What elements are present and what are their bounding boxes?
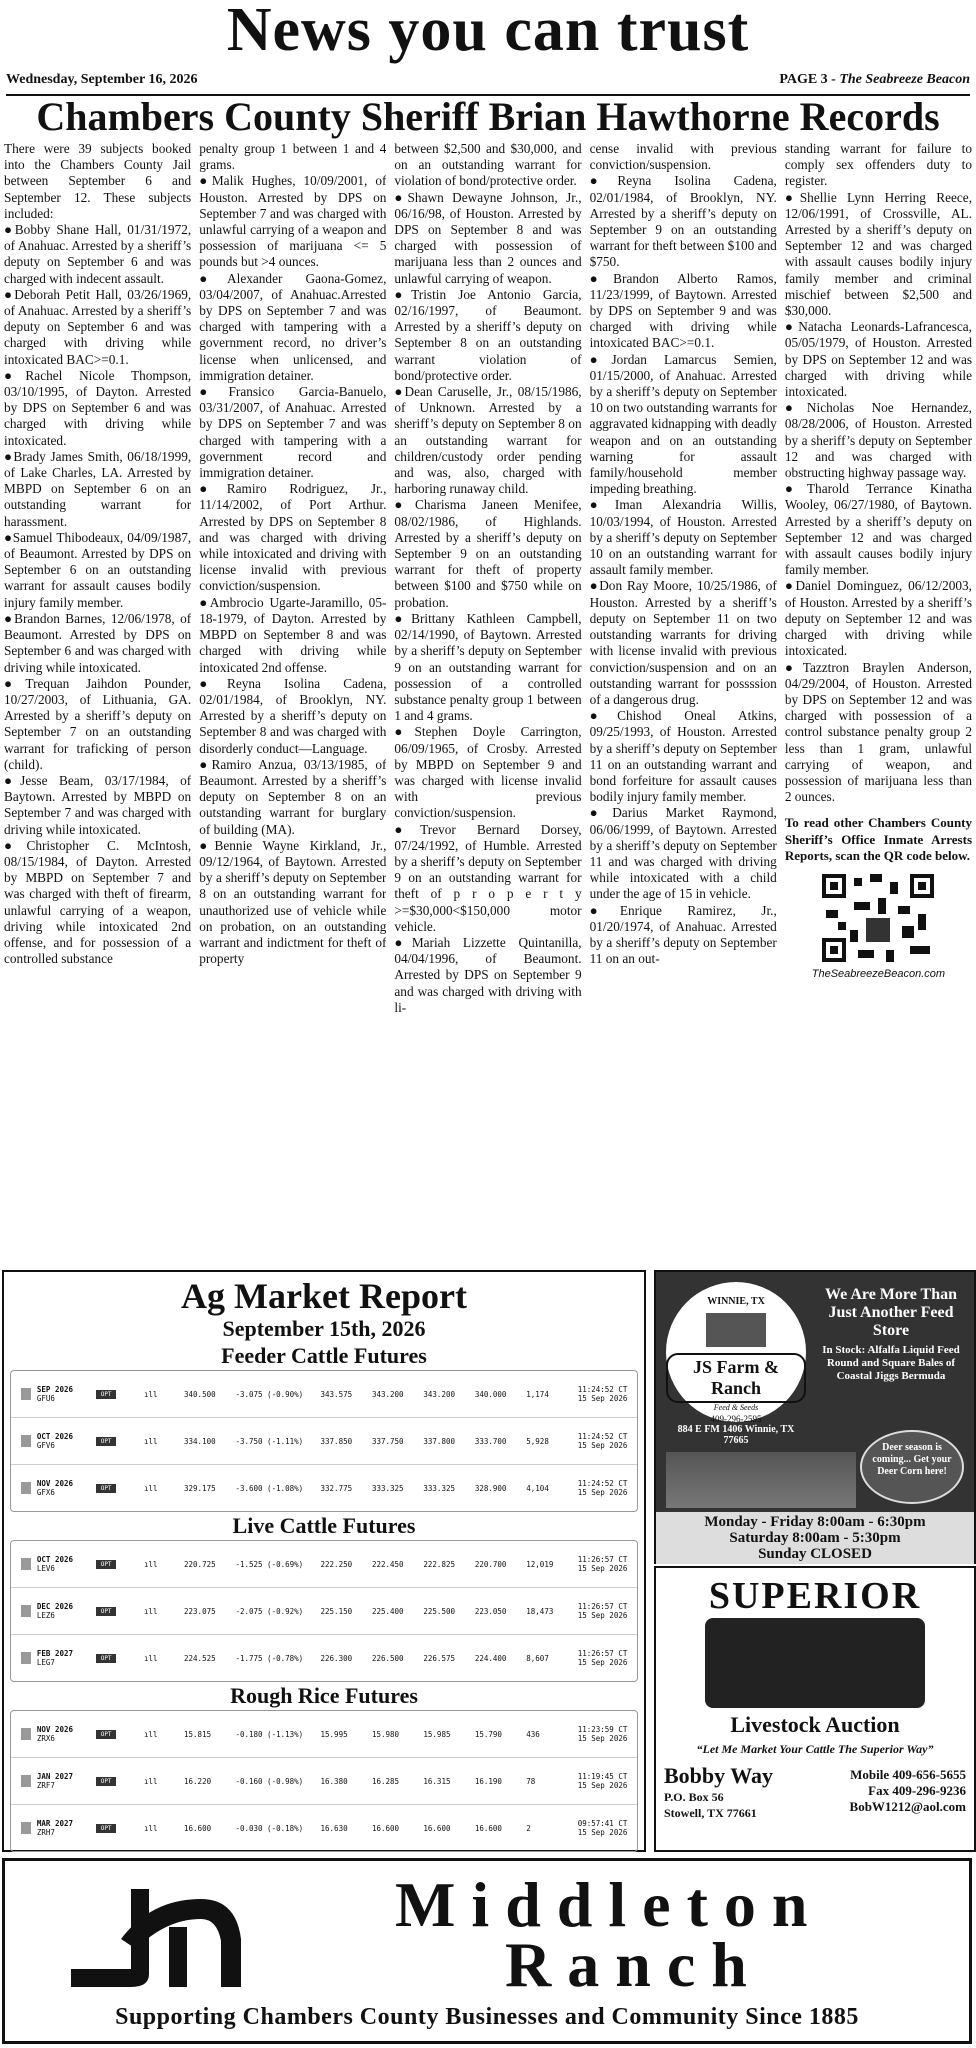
js-headline: We Are More Than Just Another Feed Store (825, 1286, 957, 1339)
futures-section-title: Live Cattle Futures (232, 1513, 416, 1538)
high-price: 16.285 (371, 1776, 400, 1786)
ag-market-report (2, 1270, 646, 1852)
price-change: -3.750 (-1.11%) (235, 1436, 304, 1446)
deer-photo (666, 1452, 856, 1508)
js-headline-block (816, 1286, 966, 1383)
options-button[interactable]: OPT (96, 1390, 116, 1399)
contract-icon (21, 1652, 31, 1664)
volume: 8,607 (526, 1653, 549, 1663)
issue-date: Wednesday, September 16, 2026 (6, 72, 198, 87)
jh-brand-logo (61, 1879, 251, 1989)
contract-icon (21, 1435, 31, 1447)
arrest-entry: standing warrant for failure to comply sex offenders duty to register. (784, 141, 973, 189)
arrest-entry: ●Stephen Doyle Carrington, 06/09/1965, of Crosby. Arrested by MBPD on September 9 and was charged with license invalid with previous conviction/suspension. (394, 724, 582, 821)
open-price: 16.630 (320, 1823, 348, 1833)
arrest-entry: ●Brandon Barnes, 12/06/1978, of Beaumont. Arrested by DPS on September 6 and was charged with driving while intoxicated. (4, 610, 192, 675)
contact-name: Bobby Way (664, 1763, 774, 1788)
contract-icon (21, 1822, 31, 1834)
superior-livestock-ad[interactable] (654, 1566, 976, 1852)
options-button[interactable]: OPT (96, 1484, 116, 1493)
arrest-entry: There were 39 subjects booked into the Chambers County Jail between September 6 and September 12. These subjects included: (4, 141, 192, 221)
price-change: -1.775 (-0.78%) (235, 1653, 304, 1663)
contract-name: JAN 2027 ZRF7 (36, 1772, 74, 1790)
arrest-entry: ●Trevor Bernard Dorsey, 07/24/1992, of Humble. Arrested by a sheriff’s deputy on September 9 on an outstanding warrant for theft of p r o p e r t y >=$30,000<$150,000 motor vehicle. (394, 821, 582, 934)
chart-icon[interactable]: ıll (144, 1389, 158, 1399)
high-price: 343.200 (371, 1389, 404, 1399)
price-change: -2.075 (-0.92%) (235, 1606, 304, 1616)
hours-weekday: Monday - Friday 8:00am - 6:30pm (704, 1514, 926, 1530)
column-4 (590, 141, 777, 1267)
arrest-entry: ●Samuel Thibodeaux, 04/09/1987, of Beaumont. Arrested by DPS on September 6 on an outstanding warrant for assault causes bodily injury family member. (4, 529, 192, 610)
price-change: -0.180 (-1.13%) (235, 1729, 304, 1739)
high-price: 226.500 (371, 1653, 404, 1663)
futures-section-title: Feeder Cattle Futures (221, 1343, 427, 1368)
chart-icon[interactable]: ıll (144, 1559, 158, 1569)
contract-icon (21, 1775, 31, 1787)
futures-section-title: Rough Rice Futures (230, 1683, 418, 1708)
js-tagline: Feed & Seeds (713, 1403, 759, 1412)
arrest-entry: ●Trequan Jaihdon Pounder, 10/27/2003, of Lithuania, GA. Arrested by a sheriff’s deputy on September 7 on an outstanding warrant for traficking of person (child). (4, 675, 192, 772)
open-price: 225.150 (320, 1606, 353, 1616)
table-row (11, 1371, 637, 1418)
table-row (11, 1418, 637, 1465)
contract-icon (21, 1558, 31, 1570)
ag-date: September 15th, 2026 (222, 1316, 426, 1341)
arrest-entry: ●Enrique Ramirez, Jr., 01/20/1974, of Anahuac. Arrested by a sheriff’s deputy on September 11 on an out- (589, 902, 777, 967)
table-row (11, 1635, 637, 1681)
arrest-entry: ●Bennie Wayne Kirkland, Jr., 09/12/1964, of Baytown. Arrested by a sheriff’s deputy on September 8 on an outstanding warrant for unauthorized use of vehicle while on probation, on an outstanding warrant and indictment for theft of property (199, 837, 387, 967)
arrest-entry: between $2,500 and $30,000, and on an outstanding warrant for violation of bond/protective order. (394, 141, 582, 189)
volume: 4,104 (526, 1483, 549, 1493)
options-button[interactable]: OPT (96, 1777, 116, 1786)
arrest-entry: ●Mariah Lizzette Quintanilla, 04/04/1996, of Beaumont. Arrested by DPS on September 9 and was charged with driving with li- (394, 934, 582, 1015)
arrest-entry: ●Ramiro Rodriguez, Jr., 11/14/2002, of Port Arthur. Arrested by DPS on September 8 and was charged with driving while intoxicated and driving with license invalid with previous conviction/suspension. (199, 481, 387, 594)
low-price: 226.575 (423, 1653, 455, 1663)
chart-icon[interactable]: ıll (144, 1483, 158, 1493)
options-button[interactable]: OPT (96, 1654, 116, 1663)
low-price: 333.325 (423, 1483, 455, 1493)
options-button[interactable]: OPT (96, 1730, 116, 1739)
contract-name: SEP 2026 GFU6 (36, 1385, 74, 1403)
contract-icon (21, 1482, 31, 1494)
masthead (0, 0, 976, 64)
low-price: 16.600 (423, 1823, 451, 1833)
superior-title: SUPERIOR (708, 1575, 922, 1617)
high-price: 337.750 (371, 1436, 404, 1446)
timestamp: 11:23:59 CT 15 Sep 2026 (577, 1725, 628, 1743)
volume: 1,174 (526, 1389, 549, 1399)
arrest-entry: ●Nicholas Noe Hernandez, 08/28/2006, of Houston. Arrested by a sheriff’s deputy on September 12 and was charged with obstructing highway passage way. (784, 400, 973, 481)
arrest-entry: ●Malik Hughes, 10/09/2001, of Houston. Arrested by DPS on September 7 and was charged with unlawful carrying of a weapon and possession of marijuana <= 5 pounds but >4 ounces. (199, 173, 387, 270)
high-price: 16.600 (371, 1823, 400, 1833)
settle-price: 16.600 (474, 1823, 502, 1833)
arrest-entry: ●Bobby Shane Hall, 01/31/1972, of Anahuac. Arrested by a sheriff’s deputy on September 6 and was charged with indecent assault. (4, 222, 192, 286)
high-price: 333.325 (371, 1483, 404, 1493)
column-3 (394, 141, 581, 1267)
settle-price: 15.790 (474, 1729, 502, 1739)
arrest-entry: ●Ambrocio Ugarte-Jaramillo, 05-18-1979, of Dayton. Arrested by MBPD on September 8 and was charged with driving while intoxicated 2nd offense. (199, 594, 387, 675)
futures-table (10, 1710, 638, 1852)
arrest-entry: ●Daniel Dominguez, 06/12/2003, of Houston. Arrested by a sheriff’s deputy on September 12 and was charged with driving while intoxicated. (784, 578, 973, 659)
timestamp: 11:24:52 CT 15 Sep 2026 (577, 1385, 628, 1403)
price-change: -0.160 (-0.98%) (235, 1776, 304, 1786)
contract-name: NOV 2026 GFX6 (36, 1479, 74, 1497)
open-price: 337.850 (320, 1436, 353, 1446)
email-link[interactable]: BobW1212@aol.com (849, 1799, 966, 1814)
chart-icon[interactable]: ıll (144, 1776, 158, 1786)
low-price: 337.800 (423, 1436, 455, 1446)
js-address: 884 E FM 1406 Winnie, TX 77665 (677, 1424, 795, 1446)
options-button[interactable]: OPT (96, 1607, 116, 1616)
timestamp: 11:26:57 CT 15 Sep 2026 (577, 1602, 628, 1620)
hours-saturday: Saturday 8:00am - 5:30pm (729, 1530, 901, 1546)
last-price: 16.220 (184, 1776, 212, 1786)
js-farm-ranch-ad[interactable] (654, 1270, 976, 1564)
table-row (11, 1758, 637, 1805)
settle-price: 328.900 (474, 1483, 507, 1493)
middleton-ranch-ad[interactable] (2, 1858, 972, 2044)
qr-prompt: To read other Chambers County Sheriff’s Office Inmate Arrests Reports, scan the QR code below. (784, 815, 973, 863)
open-price: 343.575 (320, 1389, 353, 1399)
qr-code[interactable] (818, 870, 938, 966)
low-price: 222.825 (423, 1559, 455, 1569)
price-change: -0.030 (-0.18%) (235, 1823, 304, 1833)
arrest-entry: ●Tharold Terrance Kinatha Wooley, 06/27/1980, of Baytown. Arrested by a sheriff’s deputy on September 12 and was charged with assault causes bodily injury family member. (784, 481, 973, 578)
js-phone: 409-296-2595 (710, 1414, 762, 1424)
open-price: 15.995 (320, 1729, 348, 1739)
arrest-entry: ●Iman Alexandria Willis, 10/03/1994, of Houston. Arrested by a sheriff’s deputy on September 10 on an outstanding warrant for assault family member. (589, 497, 777, 578)
settle-price: 223.050 (474, 1606, 507, 1616)
arrest-entry: ●Natacha Leonards-Lafrancesca, 05/05/1979, of Houston. Arrested by DPS on September 12 and was charged with driving while intoxicated. (784, 319, 973, 400)
column-1 (4, 141, 191, 1267)
js-farm-logo (666, 1282, 806, 1422)
ranch-name-line-1: Middleton (395, 1869, 824, 1940)
futures-table (10, 1370, 638, 1512)
settle-price: 340.000 (474, 1389, 507, 1399)
settle-price: 333.700 (474, 1436, 507, 1446)
mobile-number[interactable]: Mobile 409-656-5655 (850, 1767, 966, 1782)
superior-slogan: “Let Me Market Your Cattle The Superior Way” (696, 1742, 934, 1756)
low-price: 16.315 (423, 1776, 451, 1786)
last-price: 224.525 (184, 1653, 216, 1663)
masthead-title: News you can trust (226, 0, 750, 64)
arrest-entry: ●Fransico Garcia-Banuelo, 03/31/2007, of Anahuac. Arrested by DPS on September 7 and was charged with tampering with a government record and immigration detainer. (199, 384, 387, 481)
qr-caption: TheSeabreezeBeacon.com (811, 967, 946, 980)
hours-sunday: Sunday CLOSED (758, 1546, 872, 1562)
arrest-entry: ●Alexander Gaona-Gomez, 03/04/2007, of Anahuac.Arrested by DPS on September 7 and was charged with tampering with a government record, no driver’s license when unlicensed, and immigration detainer. (199, 270, 387, 383)
chart-icon[interactable]: ıll (144, 1729, 158, 1739)
futures-table (10, 1540, 638, 1682)
barn-icon (706, 1313, 766, 1347)
chart-icon[interactable]: ıll (144, 1436, 158, 1446)
arrest-entry: ●Ramiro Anzua, 03/13/1985, of Beaumont. Arrested by a sheriff’s deputy on September 8 on an outstanding warrant for burglary of building (MA). (199, 756, 387, 837)
column-5 (785, 141, 972, 1267)
ag-title: Ag Market Report (181, 1276, 467, 1316)
js-hours (656, 1512, 974, 1564)
table-row (11, 1465, 637, 1511)
contract-name: OCT 2026 GFV6 (36, 1432, 74, 1450)
timestamp: 11:19:45 CT 15 Sep 2026 (577, 1772, 628, 1790)
arrest-entry: ●Dean Caruselle, Jr., 08/15/1986, of Unknown. Arrested by a sheriff’s deputy on September 8 on an outstanding warrant for children/custody order pending and was, also, charged with harboring runaway child. (394, 384, 582, 497)
fax-number: Fax 409-296-9236 (868, 1783, 966, 1798)
open-price: 16.380 (320, 1776, 348, 1786)
contract-name: MAR 2027 ZRH7 (36, 1819, 74, 1837)
volume: 12,019 (526, 1559, 554, 1569)
timestamp: 11:26:57 CT 15 Sep 2026 (577, 1649, 628, 1667)
price-change: -1.525 (-0.69%) (235, 1559, 304, 1569)
timestamp: 11:24:52 CT 15 Sep 2026 (577, 1479, 628, 1497)
timestamp: 11:26:57 CT 15 Sep 2026 (577, 1555, 628, 1573)
table-row (11, 1588, 637, 1635)
arrest-entry: penalty group 1 between 1 and 4 grams. (199, 141, 387, 173)
volume: 2 (526, 1823, 531, 1833)
last-price: 334.100 (184, 1436, 216, 1446)
cowboys-icon (705, 1618, 925, 1708)
price-change: -3.600 (-1.08%) (235, 1483, 304, 1493)
last-price: 16.600 (184, 1823, 212, 1833)
arrest-entry: ●Shellie Lynn Herring Reece, 12/06/1991, of Crossville, AL. Arrested by a sheriff’s deputy on September 12 and was charged with assault causes bodily injury family member and criminal mischief between $2,500 and $30,000. (784, 189, 973, 319)
deer-season-badge: Deer season is coming... Get your Deer Corn here! (860, 1430, 964, 1504)
arrest-entry: ●Chishod Oneal Atkins, 09/25/1993, of Houston. Arrested by a sheriff’s deputy on September 11 on an outstanding warrant and bond forfeiture for assault causes bodily injury family member. (589, 708, 777, 805)
arrest-entry: ●Brady James Smith, 06/18/1999, of Lake Charles, LA. Arrested by MBPD on September 6 on an outstanding warrant for harassment. (4, 448, 192, 529)
arrest-entry: ●Jordan Lamarcus Semien, 01/15/2000, of Anahuac. Arrested by a sheriff’s deputy on September 10 on two outstanding warrants for aggravated kidnapping with deadly weapon and on an outstanding warning for assault family/household member impeding breathing. (589, 351, 777, 497)
settle-price: 224.400 (474, 1653, 507, 1663)
arrest-entry: ●Reyna Isolina Cadena, 02/01/1984, of Brooklyn, NY. Arrested by a sheriff’s deputy on September 8 and was charged with disorderly conduct—Language. (199, 675, 387, 756)
chart-icon[interactable]: ıll (144, 1823, 158, 1833)
arrest-entry: ●Tristin Joe Antonio Garcia, 02/16/1997, of Beaumont. Arrested by a sheriff’s deputy on September 8 on an outstanding warrant violation of bond/protective order. (394, 286, 582, 383)
article-headline: Chambers County Sheriff Brian Hawthorne Records (36, 94, 940, 139)
price-change: -3.075 (-0.90%) (235, 1389, 304, 1399)
ranch-tagline: Supporting Chambers County Businesses and Community Since 1885 (115, 2004, 859, 2030)
arrest-entry: ●Charisma Janeen Menifee, 08/02/1986, of Highlands. Arrested by a sheriff’s deputy on September 9 on an outstanding warrant for theft of property between $100 and $750 while on probation. (394, 497, 582, 610)
ranch-name-line-2: Ranch (505, 1929, 763, 2000)
high-price: 225.400 (371, 1606, 404, 1616)
last-price: 15.815 (184, 1729, 212, 1739)
chart-icon[interactable]: ıll (144, 1606, 158, 1616)
open-price: 222.250 (320, 1559, 353, 1569)
contract-name: OCT 2026 LEV6 (36, 1555, 74, 1573)
last-price: 220.725 (184, 1559, 216, 1569)
table-row (11, 1541, 637, 1588)
options-button[interactable]: OPT (96, 1560, 116, 1569)
settle-price: 220.700 (474, 1559, 507, 1569)
volume: 78 (526, 1776, 536, 1786)
low-price: 225.500 (423, 1606, 455, 1616)
chart-icon[interactable]: ıll (144, 1653, 158, 1663)
column-2 (199, 141, 386, 1267)
arrest-entry: ●Jesse Beam, 03/17/1984, of Baytown. Arrested by MBPD on September 7 and was charged with driving while intoxicated. (4, 772, 192, 837)
timestamp: 09:57:41 CT 15 Sep 2026 (577, 1819, 628, 1837)
article-columns (4, 141, 972, 1267)
options-button[interactable]: OPT (96, 1437, 116, 1446)
po-box: P.O. Box 56 (664, 1790, 724, 1804)
arrest-entry: ●Christopher C. McIntosh, 08/15/1984, of Dayton. Arrested by MBPD on September 7 and was charged with theft of firearm, unlawful carrying of a weapon, driving while intoxicated 2nd offense, and for possession of a controlled substance (4, 837, 192, 967)
last-price: 329.175 (184, 1483, 216, 1493)
arrest-entry: ●Don Ray Moore, 10/25/1986, of Houston. Arrested by a sheriff’s deputy on September 11 on two outstanding warrants for driving with license invalid with previous conviction/suspension and on an outstanding warrant for possssion of a dangerous drug. (589, 578, 777, 707)
low-price: 343.200 (423, 1389, 455, 1399)
open-price: 332.775 (320, 1483, 353, 1493)
high-price: 222.450 (371, 1559, 404, 1569)
arrest-entry: ●Brittany Kathleen Campbell, 02/14/1990, of Baytown. Arrested by a sheriff’s deputy on September 9 on an outstanding warrant for possession of a controlled substance penalty group 1 between 1 and 4 grams. (394, 610, 582, 724)
superior-subtitle: Livestock Auction (730, 1712, 900, 1737)
arrest-entry: ●Reyna Isolina Cadena, 02/01/1984, of Brooklyn, NY. Arrested by a sheriff’s deputy on September 9 on an outstanding warrant for theft between $100 and $750. (589, 173, 777, 270)
page-label: PAGE 3 - The Seabreeze Beacon (779, 72, 970, 87)
last-price: 340.500 (184, 1389, 216, 1399)
table-row (11, 1711, 637, 1758)
contract-icon (21, 1388, 31, 1400)
contract-name: DEC 2026 LEZ6 (36, 1602, 74, 1620)
volume: 5,928 (526, 1436, 549, 1446)
arrest-entry: ●Tazztron Braylen Anderson, 04/29/2004, of Houston. Arrested by DPS on September 12 and was charged with possession of a control substance penalty group 2 less than 1 gram, unlawful carrying of weapon, and possession of marijuana less than 2 ounces. (784, 659, 973, 805)
js-stock: In Stock: Alfalfa Liquid Feed Round and Square Bales of Coastal Jiggs Bermuda (822, 1344, 960, 1382)
arrest-entry: ●Rachel Nicole Thompson, 03/10/1995, of Dayton. Arrested by DPS on September 6 and was charged with driving while intoxicated. (4, 367, 192, 448)
timestamp: 11:24:52 CT 15 Sep 2026 (577, 1432, 628, 1450)
js-location: WINNIE, TX (707, 1296, 765, 1307)
volume: 436 (526, 1729, 540, 1739)
dateline (6, 72, 970, 96)
contract-icon (21, 1605, 31, 1617)
arrest-entry: ●Darius Market Raymond, 06/06/1999, of Baytown. Arrested by a sheriff’s deputy on September 11 and was charged with driving while intoxicated with a child under the age of 15 in vehicle. (589, 805, 777, 902)
high-price: 15.980 (371, 1729, 400, 1739)
contract-name: NOV 2026 ZRX6 (36, 1725, 74, 1743)
contract-icon (21, 1728, 31, 1740)
settle-price: 16.190 (474, 1776, 502, 1786)
arrest-entry: cense invalid with previous conviction/suspension. (589, 141, 777, 173)
city: Stowell, TX 77661 (664, 1806, 757, 1820)
js-name: JS Farm & Ranch (666, 1353, 806, 1403)
contract-name: FEB 2027 LEG7 (36, 1649, 74, 1667)
volume: 18,473 (526, 1606, 554, 1616)
arrest-entry: ●Deborah Petit Hall, 03/26/1969, of Anahuac. Arrested by a sheriff’s deputy on September 6 and was charged with driving while intoxicated BAC>=0.1. (4, 286, 192, 367)
options-button[interactable]: OPT (96, 1824, 116, 1833)
last-price: 223.075 (184, 1606, 216, 1616)
low-price: 15.985 (423, 1729, 451, 1739)
arrest-entry: ●Brandon Alberto Ramos, 11/23/1999, of Baytown. Arrested by DPS on September 9 and was charged with driving while intoxicated BAC>=0.1. (589, 270, 777, 351)
arrest-entry: ●Shawn Dewayne Johnson, Jr., 06/16/98, of Houston. Arrested by DPS on September 8 and was charged with possession of marijuana less than 2 ounces and unlawful carrying of weapon. (394, 189, 582, 286)
table-row (11, 1805, 637, 1851)
open-price: 226.300 (320, 1653, 353, 1663)
